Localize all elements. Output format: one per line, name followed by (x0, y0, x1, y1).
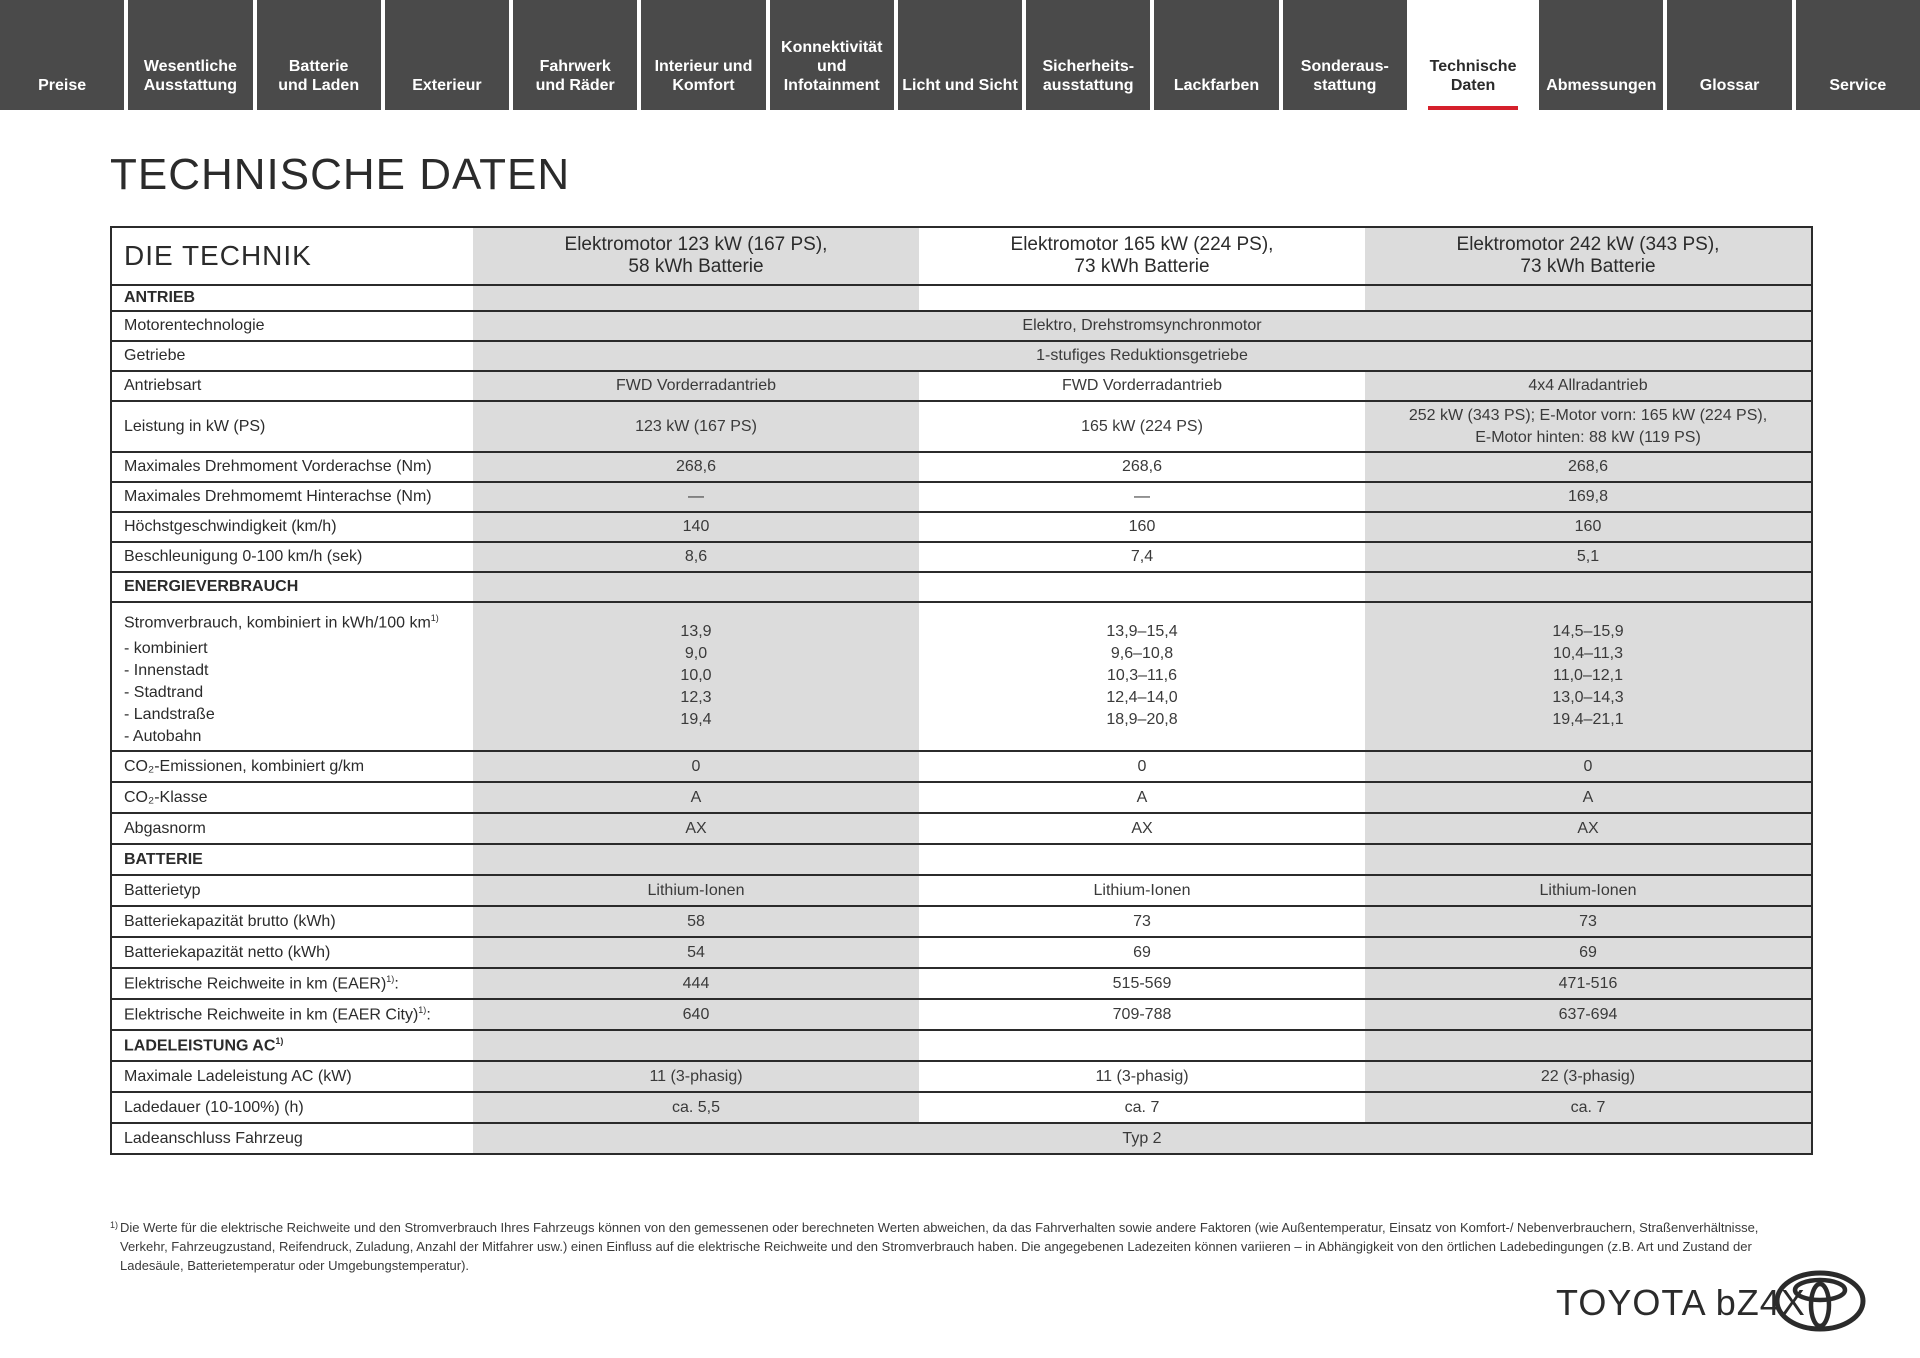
column-header-165kw: Elektromotor 165 kW (224 PS), 73 kWh Batterie (919, 227, 1365, 285)
row-value: 69 (919, 937, 1365, 968)
tab-technische-daten[interactable]: Technische Daten (1411, 0, 1535, 110)
empty-cell (473, 572, 919, 602)
row-value: 140 (473, 512, 919, 542)
table-row (111, 968, 1812, 999)
row-value: A (473, 782, 919, 813)
section-title: ENERGIEVERBRAUCH (111, 572, 473, 602)
empty-cell (919, 572, 1365, 602)
row-label: Abgasnorm (111, 813, 473, 844)
column-header-242kw: Elektromotor 242 kW (343 PS), 73 kWh Batterie (1365, 227, 1812, 285)
table-row (111, 751, 1812, 782)
row-label: Batteriekapazität netto (kWh) (111, 937, 473, 968)
row-value: 165 kW (224 PS) (919, 401, 1365, 452)
table-row (111, 937, 1812, 968)
table-row (111, 311, 1812, 341)
empty-cell (1365, 844, 1812, 875)
row-value: 160 (1365, 512, 1812, 542)
table-row (111, 341, 1812, 371)
row-value: 11 (3-phasig) (919, 1061, 1365, 1092)
table-row (111, 371, 1812, 401)
row-value: 169,8 (1365, 482, 1812, 512)
table-row (111, 452, 1812, 482)
row-value: 268,6 (919, 452, 1365, 482)
row-value: AX (919, 813, 1365, 844)
row-label-text: Elektrische Reichweite in km (EAER) (124, 975, 387, 993)
row-value: 0 (473, 751, 919, 782)
empty-cell (919, 1030, 1365, 1061)
row-label: Höchstgeschwindigkeit (km/h) (111, 512, 473, 542)
row-value: 13,9 9,0 10,0 12,3 19,4 (473, 602, 919, 751)
tab-sicherheitsausstattung[interactable]: Sicherheits- ausstattung (1026, 0, 1150, 110)
row-value: 8,6 (473, 542, 919, 572)
table-heading: DIE TECHNIK (111, 227, 473, 285)
tab-service[interactable]: Service (1796, 0, 1920, 110)
tab-batterie-und-laden[interactable]: Batterie und Laden (257, 0, 381, 110)
table-row (111, 999, 1812, 1030)
row-label-text: Elektrische Reichweite in km (EAER City) (124, 1006, 419, 1024)
row-value-all: 1-stufiges Reduktionsgetriebe (473, 341, 1812, 371)
row-value: 0 (919, 751, 1365, 782)
section-row (111, 572, 1812, 602)
tab-interieur-und-komfort[interactable]: Interieur und Komfort (641, 0, 765, 110)
row-label: Beschleunigung 0-100 km/h (sek) (111, 542, 473, 572)
section-row (111, 844, 1812, 875)
row-label (111, 968, 473, 999)
row-label: CO₂-Emissionen, kombiniert g/km (111, 751, 473, 782)
empty-cell (473, 844, 919, 875)
section-row (111, 1030, 1812, 1061)
row-value: 7,4 (919, 542, 1365, 572)
row-value: 123 kW (167 PS) (473, 401, 919, 452)
row-value: 268,6 (473, 452, 919, 482)
empty-cell (1365, 572, 1812, 602)
row-label (111, 602, 473, 751)
row-value: 54 (473, 937, 919, 968)
section-title: ANTRIEB (111, 285, 473, 311)
toyota-logo-icon (1774, 1270, 1866, 1332)
empty-cell (473, 285, 919, 311)
table-row (111, 482, 1812, 512)
row-value: 515-569 (919, 968, 1365, 999)
empty-cell (1365, 285, 1812, 311)
tab-abmessungen[interactable]: Abmessungen (1539, 0, 1663, 110)
section-row (111, 285, 1812, 311)
row-value: 0 (1365, 751, 1812, 782)
top-navigation (0, 0, 1920, 110)
table-row (111, 602, 1812, 751)
table-row (111, 512, 1812, 542)
tab-fahrwerk-und-raeder[interactable]: Fahrwerk und Räder (513, 0, 637, 110)
label-suffix: : (426, 1006, 431, 1024)
row-label: Batterietyp (111, 875, 473, 906)
footnote-text: Die Werte für die elektrische Reichweite und den Stromverbrauch Ihres Fahrzeugs können von den gemessenen oder berechneten Werten abweichen, da das Fahrverhalten sowie andere Faktoren (wie Außentemperatur, Einsatz von Komfort-/ Nebenverbrauchern, Straßenverhältnisse, Verkehr, Fahrzeugzustand, Reifendruck, Zuladung, Anzahl der Mitfahrer usw.) einen Einfluss auf die elektrische Reichweite und den Stromverbrauch haben. Die angegebenen Ladezeiten können variieren – in Abhängigkeit von den örtlichen Ladebedingungen (z.B. Art und Zustand der Ladesäule, Batterietemperatur oder Umgebungstemperatur). (120, 1220, 1759, 1273)
footnote-mark: 1) (110, 1220, 119, 1230)
row-value: 268,6 (1365, 452, 1812, 482)
brand-model-name: TOYOTA bZ4X (1556, 1282, 1806, 1323)
spec-table (110, 226, 1813, 1155)
tab-sonderausstattung[interactable]: Sonderaus- stattung (1283, 0, 1407, 110)
row-value: Lithium-Ionen (473, 875, 919, 906)
tab-glossar[interactable]: Glossar (1667, 0, 1791, 110)
label-suffix: : (394, 975, 399, 993)
row-value: ca. 5,5 (473, 1092, 919, 1123)
row-label: Ladeanschluss Fahrzeug (111, 1123, 473, 1154)
row-value: FWD Vorderradantrieb (919, 371, 1365, 401)
row-value: 69 (1365, 937, 1812, 968)
row-sublabels: - kombiniert - Innenstadt - Stadtrand - Landstraße - Autobahn (124, 640, 215, 746)
row-label: Getriebe (111, 341, 473, 371)
row-label-text: Stromverbrauch, kombiniert in kWh/100 km (124, 614, 431, 632)
row-value: 4x4 Allradantrieb (1365, 371, 1812, 401)
row-value: 13,9–15,4 9,6–10,8 10,3–11,6 12,4–14,0 18,9–20,8 (919, 602, 1365, 751)
row-label: Maximales Drehmomemt Hinterachse (Nm) (111, 482, 473, 512)
empty-cell (473, 1030, 919, 1061)
row-label: Leistung in kW (PS) (111, 401, 473, 452)
row-value: Lithium-Ionen (1365, 875, 1812, 906)
row-value-all: Typ 2 (473, 1123, 1812, 1154)
row-value: 640 (473, 999, 919, 1030)
section-title-text: LADELEISTUNG AC (124, 1037, 276, 1055)
row-value: 471-516 (1365, 968, 1812, 999)
row-value: 14,5–15,9 10,4–11,3 11,0–12,1 13,0–14,3 19,4–21,1 (1365, 602, 1812, 751)
table-row (111, 1123, 1812, 1154)
table-header-row (111, 227, 1812, 285)
footnote-ref: 1) (418, 1005, 427, 1016)
footnote-ref: 1) (386, 974, 395, 985)
table-row (111, 401, 1812, 452)
row-label: Antriebsart (111, 371, 473, 401)
row-label: Maximale Ladeleistung AC (kW) (111, 1061, 473, 1092)
row-value: 160 (919, 512, 1365, 542)
row-value: 11 (3-phasig) (473, 1061, 919, 1092)
row-value: 5,1 (1365, 542, 1812, 572)
row-value: A (919, 782, 1365, 813)
row-value: AX (473, 813, 919, 844)
empty-cell (919, 285, 1365, 311)
row-value: 22 (3-phasig) (1365, 1061, 1812, 1092)
row-value: — (919, 482, 1365, 512)
row-value: ca. 7 (1365, 1092, 1812, 1123)
row-label: CO₂-Klasse (111, 782, 473, 813)
row-value: FWD Vorderradantrieb (473, 371, 919, 401)
table-row (111, 542, 1812, 572)
page-title: TECHNISCHE DATEN (110, 150, 571, 199)
row-value: 252 kW (343 PS); E-Motor vorn: 165 kW (224 PS), E-Motor hinten: 88 kW (119 PS) (1365, 401, 1812, 452)
section-title (111, 1030, 473, 1061)
footnote (110, 1218, 1770, 1275)
row-value: A (1365, 782, 1812, 813)
tab-lackfarben[interactable]: Lackfarben (1154, 0, 1278, 110)
row-value: 58 (473, 906, 919, 937)
row-value: 73 (1365, 906, 1812, 937)
tab-wesentliche-ausstattung[interactable]: Wesentliche Ausstattung (128, 0, 252, 110)
table-row (111, 875, 1812, 906)
tab-exterieur[interactable]: Exterieur (385, 0, 509, 110)
tab-konnektivitaet[interactable]: Konnektivität und Infotainment (770, 0, 894, 110)
row-label: Maximales Drehmoment Vorderachse (Nm) (111, 452, 473, 482)
column-header-123kw: Elektromotor 123 kW (167 PS), 58 kWh Batterie (473, 227, 919, 285)
table-row (111, 906, 1812, 937)
tab-licht-und-sicht[interactable]: Licht und Sicht (898, 0, 1022, 110)
row-value: 73 (919, 906, 1365, 937)
footnote-ref: 1) (430, 613, 439, 623)
row-value: 637-694 (1365, 999, 1812, 1030)
row-value: — (473, 482, 919, 512)
row-value: AX (1365, 813, 1812, 844)
row-label: Batteriekapazität brutto (kWh) (111, 906, 473, 937)
row-value: ca. 7 (919, 1092, 1365, 1123)
row-label: Motorentechnologie (111, 311, 473, 341)
table-row (111, 1061, 1812, 1092)
row-value-all: Elektro, Drehstromsynchronmotor (473, 311, 1812, 341)
row-label (111, 999, 473, 1030)
tab-preise[interactable]: Preise (0, 0, 124, 110)
row-value: 444 (473, 968, 919, 999)
row-label: Ladedauer (10-100%) (h) (111, 1092, 473, 1123)
table-row (111, 1092, 1812, 1123)
footnote-ref: 1) (275, 1036, 284, 1047)
table-row (111, 782, 1812, 813)
section-title: BATTERIE (111, 844, 473, 875)
empty-cell (1365, 1030, 1812, 1061)
row-value: Lithium-Ionen (919, 875, 1365, 906)
empty-cell (919, 844, 1365, 875)
table-row (111, 813, 1812, 844)
row-value: 709-788 (919, 999, 1365, 1030)
